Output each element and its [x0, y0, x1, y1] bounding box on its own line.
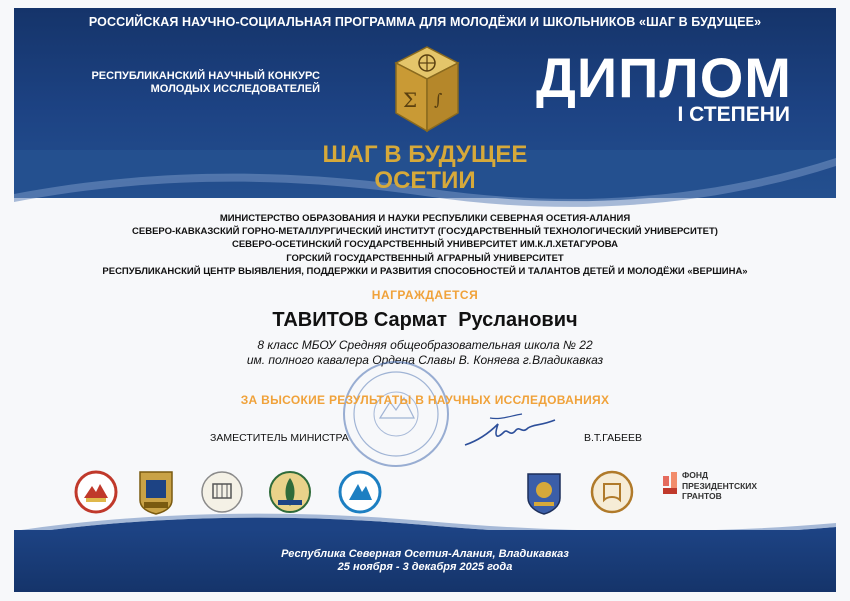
organizers-list	[40, 212, 810, 278]
fund-name	[682, 470, 757, 502]
event-location: Республика Северная Осетия-Алания, Владикавказ	[281, 548, 569, 560]
fund-name-line: ПРЕЗИДЕНТСКИХ	[682, 480, 758, 491]
recipient-name: ТАВИТОВ Сармат Русланович	[272, 309, 578, 331]
event-dates: 25 ноября - 3 декабря 2025 года	[337, 561, 513, 573]
school-line-2: им. полного кавалера Ордена Славы В. Коняева г.Владикавказ	[246, 353, 604, 367]
organizer-item: МИНИСТЕРСТВО ОБРАЗОВАНИЯ И НАУКИ РЕСПУБЛИКИ СЕВЕРНАЯ ОСЕТИЯ-АЛАНИЯ	[219, 213, 631, 224]
organizer-item: ГОРСКИЙ ГОСУДАРСТВЕННЫЙ АГРАРНЫЙ УНИВЕРСИТЕТ	[286, 252, 564, 264]
diploma-title: ДИПЛОМ	[536, 46, 792, 109]
shag-v-budushchee-logo-icon	[392, 45, 462, 135]
contest-title	[60, 70, 320, 96]
program-title: РОССИЙСКАЯ НАУЧНО-СОЦИАЛЬНАЯ ПРОГРАММА ДЛЯ МОЛОДЁЖИ И ШКОЛЬНИКОВ «ШАГ В БУДУЩЕЕ»	[88, 15, 762, 29]
awarded-label: НАГРАЖДАЕТСЯ	[371, 288, 479, 302]
brand-line-1: ШАГ В БУДУЩЕЕ	[322, 141, 528, 168]
organizer-item: СЕВЕРО-ОСЕТИНСКИЙ ГОСУДАРСТВЕННЫЙ УНИВЕРСИТЕТ ИМ.К.Л.ХЕТАГУРОВА	[231, 239, 619, 251]
brand-line-2: ОСЕТИИ	[374, 167, 476, 194]
school-line-1: 8 класс МБОУ Средняя общеобразовательная школа № 22	[257, 338, 593, 352]
diploma-degree: I СТЕПЕНИ	[677, 103, 790, 126]
contest-line-1: РЕСПУБЛИКАНСКИЙ НАУЧНЫЙ КОНКУРС	[91, 70, 320, 82]
svg-text:Σ: Σ	[403, 88, 418, 112]
signatory-title: ЗАМЕСТИТЕЛЬ МИНИСТРА	[210, 432, 349, 444]
organizer-item: СЕВЕРО-КАВКАЗСКИЙ ГОРНО-МЕТАЛЛУРГИЧЕСКИЙ ИНСТИТУТ (ГОСУДАРСТВЕННЫЙ ТЕХНОЛОГИЧЕСКИЙ УНИВЕРСИТЕТ)	[132, 226, 718, 238]
fund-name-line: ФОНД	[682, 470, 709, 480]
signatory-name: В.Т.ГАБЕЕВ	[584, 432, 642, 444]
award-reason: ЗА ВЫСОКИЕ РЕЗУЛЬТАТЫ В НАУЧНЫХ ИССЛЕДОВАНИЯХ	[240, 393, 610, 407]
official-stamp-icon	[340, 358, 452, 470]
contest-line-2: МОЛОДЫХ ИССЛЕДОВАТЕЛЕЙ	[150, 83, 320, 95]
fund-name-line: ГРАНТОВ	[682, 491, 722, 501]
handwritten-signature-icon	[460, 410, 560, 455]
svg-text:∫: ∫	[434, 90, 443, 109]
organizer-item: РЕСПУБЛИКАНСКИЙ ЦЕНТР ВЫЯВЛЕНИЯ, ПОДДЕРЖКИ И РАЗВИТИЯ СПОСОБНОСТЕЙ И ТАЛАНТОВ ДЕТЕЙ И МОЛОДЁЖИ «ВЕРШИНА»	[102, 265, 748, 277]
